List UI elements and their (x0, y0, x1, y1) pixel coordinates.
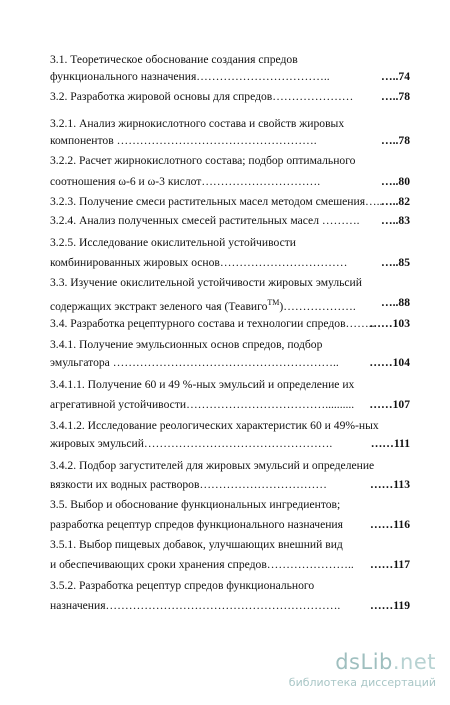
toc-page-number: …..78 (381, 134, 410, 147)
toc-entry-text: эмульгатора ………………………………………………….. (50, 356, 339, 369)
watermark-logo-main: dsLib (335, 650, 393, 674)
toc-line (50, 317, 410, 331)
toc-page-number: …..74 (381, 70, 410, 83)
toc-line (50, 579, 410, 593)
toc-line (50, 70, 410, 84)
toc-line (50, 256, 410, 270)
toc-entry-text: назначения……………………………………………………. (50, 599, 341, 612)
toc-page-number: ……111 (370, 437, 410, 450)
toc-line (50, 558, 410, 572)
toc-entry-text: 3.5.2. Разработка рецептур спредов функционального (50, 579, 315, 592)
toc-page-number: ……104 (369, 356, 410, 369)
toc-entry-text: жировых эмульсий…………………………………………. (50, 437, 333, 450)
toc-line (50, 518, 410, 532)
toc-page-number: …..82 (381, 195, 410, 208)
toc-entry-text: соотношения ω-6 и ω-3 кислот…………………………. (50, 175, 321, 188)
toc-line (50, 154, 410, 168)
toc-entry-text: 3.4.1. Получение эмульсионных основ спредов, подбор (50, 338, 323, 351)
toc-line (50, 378, 410, 392)
toc-page-number: ……116 (370, 518, 410, 531)
toc-entry-text: 3.4.1.2. Исследование реологических характеристик 60 и 49%-ных (50, 419, 379, 432)
toc-page-number: …..88 (381, 296, 410, 309)
toc-line (50, 195, 410, 209)
toc-line (50, 90, 410, 104)
toc-line (50, 437, 410, 451)
toc-entry-text-after: )………………. (279, 299, 356, 313)
toc-line (50, 117, 410, 131)
toc-entry-text: 3.2.4. Анализ полученных смесей растительных масел ………. (50, 214, 360, 227)
toc-entry-text: 3.2. Разработка жировой основы для спредов………………… (50, 90, 354, 103)
toc-entry-text: комбинированных жировых основ…………………………… (50, 256, 348, 269)
toc-entry-text: 3.2.1. Анализ жирнокислотного состава и свойств жировых (50, 117, 345, 130)
dslib-watermark (289, 650, 436, 690)
toc-entry-text: разработка рецептур спредов функционального назначения (50, 518, 343, 531)
toc-entry-text: 3.4.2. Подбор загустителей для жировых эмульсий и определение (50, 459, 375, 472)
toc-page-number: ……119 (370, 599, 410, 612)
toc-entry-text-main: содержащих экстракт зеленого чая (Теавиго (50, 299, 268, 313)
toc-page-number: ……117 (370, 558, 410, 571)
toc-entry-text (50, 296, 356, 314)
toc-page-number: ……103 (369, 317, 410, 330)
toc-entry-text: 3.2.2. Расчет жирнокислотного состава; подбор оптимального (50, 154, 356, 167)
watermark-logo-tld: .net (392, 650, 436, 674)
toc-line (50, 419, 410, 433)
toc-line (50, 356, 410, 370)
toc-entry-text: вязкости их водных растворов…………………………… (50, 478, 327, 491)
toc-line (50, 498, 410, 512)
toc-entry-text: 3.3. Изучение окислительной устойчивости жировых эмульсий (50, 276, 362, 289)
toc-entry-text: 3.2.3. Получение смеси растительных масел методом смешения….. (50, 195, 383, 208)
toc-line (50, 134, 410, 148)
watermark-logo (289, 650, 436, 674)
toc-line (50, 175, 410, 189)
watermark-subtitle: библиотека диссертаций (288, 676, 436, 689)
toc-entry-text: агрегативной устойчивости……………………………….......... (50, 398, 355, 411)
toc-entry-text: 3.4. Разработка рецептурного состава и технологии спредов…….. (50, 317, 375, 330)
trademark-sup: TM (267, 298, 280, 307)
toc-page-number: …..83 (381, 214, 410, 227)
toc-line (50, 296, 410, 314)
toc-line (50, 599, 410, 613)
toc-line (50, 478, 410, 492)
toc-entry-text: функционального назначения…………………………….. (50, 70, 330, 83)
toc-page-number: ……107 (369, 398, 410, 411)
toc-line (50, 276, 410, 290)
toc-page-number: …..80 (381, 175, 410, 188)
toc-entry-text: 3.1. Теоретическое обоснование создания спредов (50, 53, 298, 66)
toc-entry-text: 3.2.5. Исследование окислительной устойчивости (50, 236, 296, 249)
toc-entry-text: 3.4.1.1. Получение 60 и 49 %-ных эмульсий и определение их (50, 378, 355, 391)
toc-line (50, 236, 410, 250)
toc-entry-text: 3.5.1. Выбор пищевых добавок, улучшающих внешний вид (50, 538, 343, 551)
toc-line (50, 53, 410, 67)
toc-page-number: ……113 (370, 478, 410, 491)
toc-entry-text: 3.5. Выбор и обоснование функциональных ингредиентов; (50, 498, 341, 511)
toc-page-number: …..85 (381, 256, 410, 269)
toc-line (50, 398, 410, 412)
toc-entry-text: компонентов ……………………………………………. (50, 134, 317, 147)
toc-entry-text: и обеспечивающих сроки хранения спредов………………….. (50, 558, 354, 571)
toc-line (50, 338, 410, 352)
toc-line (50, 538, 410, 552)
toc-line (50, 214, 410, 228)
toc-line (50, 459, 410, 473)
toc-page-number: …..78 (381, 90, 410, 103)
